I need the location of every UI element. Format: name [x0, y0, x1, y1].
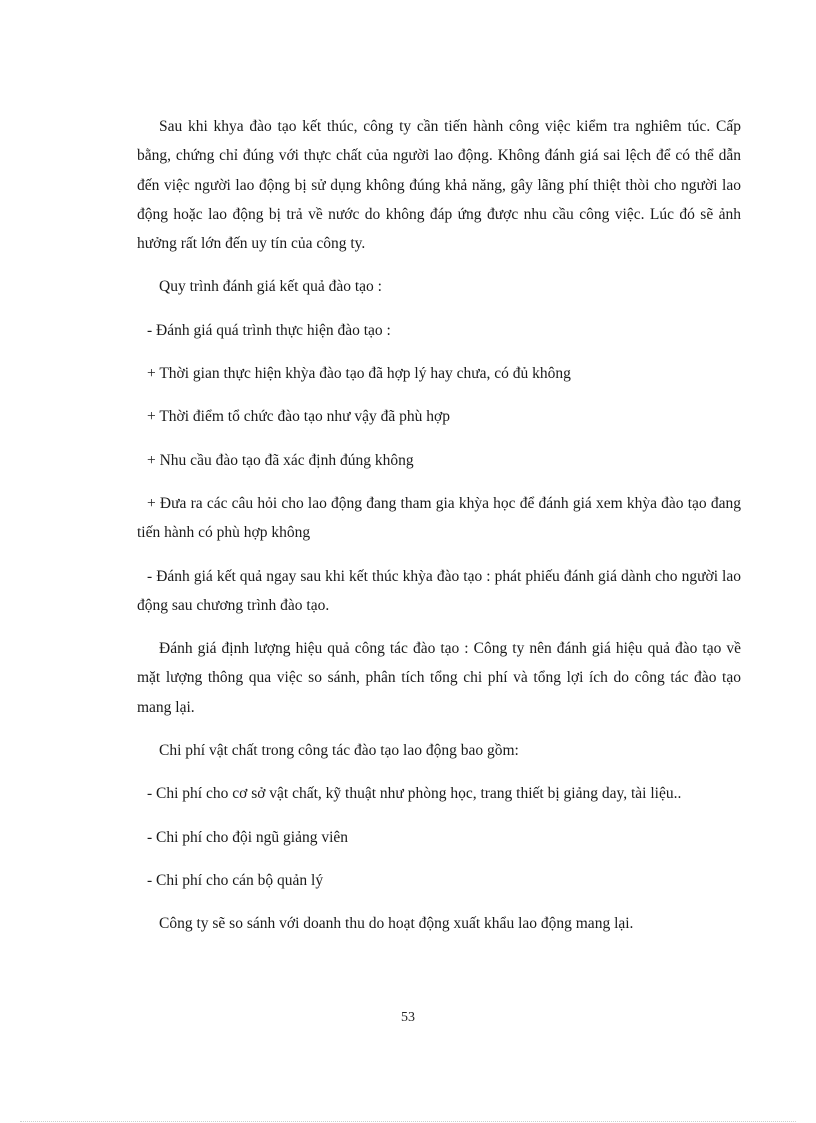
list-item-needs: + Nhu cầu đào tạo đã xác định đúng không	[147, 451, 414, 469]
paragraph-costs-heading: Chi phí vật chất trong công tác đào tạo lao động bao gồm:	[159, 742, 519, 760]
list-item-manager-cost: - Chi phí cho cán bộ quản lý	[147, 871, 324, 889]
page-bottom-divider	[20, 1121, 796, 1122]
paragraph-process-heading: Quy trình đánh giá kết quả đào tạo :	[159, 278, 382, 296]
list-item-time: + Thời gian thực hiện khỳa đào tạo đã hợp lý hay chưa, có đủ không	[147, 365, 571, 383]
paragraph-intro: Sau khi khya đào tạo kết thúc, công ty cần tiến hành công việc kiểm tra nghiêm túc. Cấp bằng, chứng chỉ đúng với thực chất của người lao động. Không đánh giá sai lệch để có thể dẫn đến việc người lao động bị sử dụng không đúng khả năng, gây lãng phí thiệt thòi cho người lao động hoặc lao động bị trả về nước do không đáp ứng được nhu cầu công việc. Lúc đó sẽ ảnh hưởng rất lớn đến uy tín của công ty.	[137, 118, 741, 253]
list-item-teacher-cost: - Chi phí cho đội ngũ giảng viên	[147, 828, 349, 846]
list-item-facility-cost: - Chi phí cho cơ sở vật chất, kỹ thuật như phòng học, trang thiết bị giảng day, tài liệu..	[147, 785, 682, 803]
document-body	[137, 112, 741, 939]
list-item-process-evaluation: - Đánh giá quá trình thực hiện đào tạo :	[147, 321, 391, 339]
list-item-result-evaluation: - Đánh giá kết quả ngay sau khi kết thúc khỳa đào tạo : phát phiếu đánh giá dành cho người lao động sau chương trình đào tạo.	[137, 567, 741, 614]
list-item-questions: + Đưa ra các câu hỏi cho lao động đang tham gia khỳa học để đánh giá xem khỳa đào tạo đang tiến hành có phù hợp không	[137, 494, 741, 542]
paragraph-quantitative: Đánh giá định lượng hiệu quả công tác đào tạo : Công ty nên đánh giá hiệu quả đào tạo về mặt lượng thông qua việc so sánh, phân tích tổng chi phí và tổng lợi ích do công tác đào tạo mang lại.	[137, 640, 741, 716]
page-number: 53	[401, 1010, 415, 1025]
list-item-timing: + Thời điểm tổ chức đào tạo như vậy đã phù hợp	[147, 408, 450, 426]
paragraph-comparison: Công ty sẽ so sánh với doanh thu do hoạt động xuất khẩu lao động mang lại.	[159, 915, 634, 933]
